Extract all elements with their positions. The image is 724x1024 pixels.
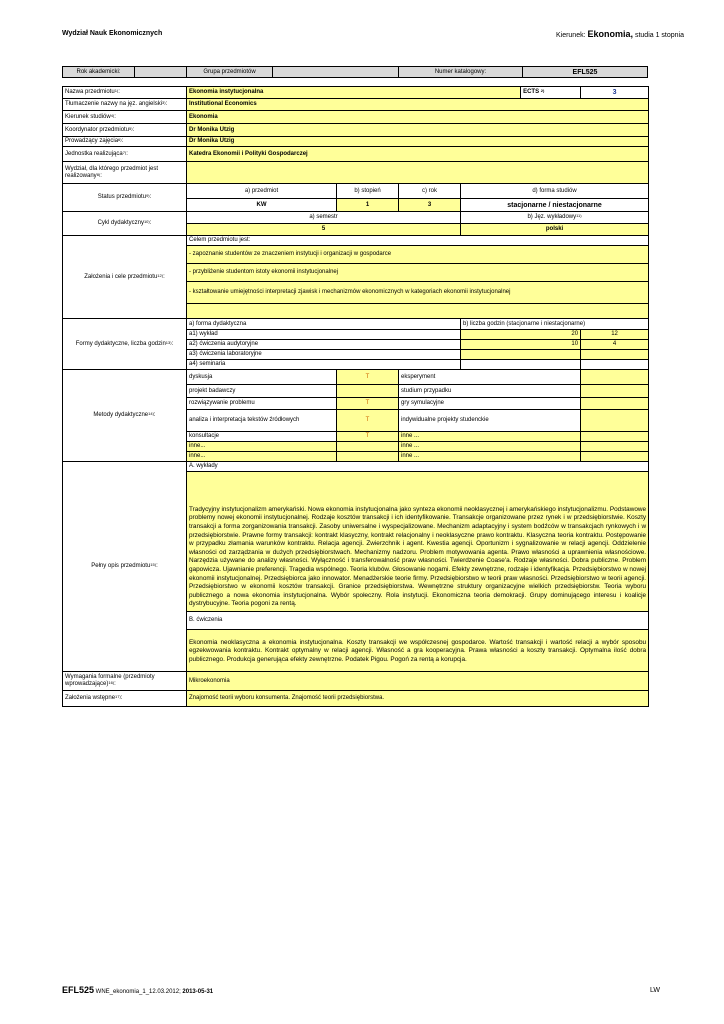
method-right-mark	[581, 452, 649, 462]
description-b-head: B. ćwiczenia	[187, 612, 649, 630]
description-a-head: A. wykłady	[187, 462, 649, 472]
description-b-text: Ekonomia neoklasyczna a ekonomia instytucjonalna. Koszty transakcji we współczesnej gospodarce. Wartość transakcji i wartość relacji a wybór sposobu egzekwowania kontraktu. Kontrakt optymalny w relacji agencji. Własność a gra kooperacyjna. Prawa własności a koszty transakcji. Optymalna ilość dobra publicznego. Produkcja generująca efekty zewnętrzne. Podatek Pigou. Pogoń za rentą a korupcja.	[187, 630, 649, 672]
method-left: rozwiązywanie problemu	[187, 398, 337, 410]
method-left: dyskusja	[187, 370, 337, 385]
method-left-mark	[337, 442, 399, 452]
method-left-mark	[337, 385, 399, 398]
catalog-label: Numer katalogowy:	[399, 67, 523, 78]
method-left-mark: T	[337, 410, 399, 432]
form-row-extramural	[581, 360, 649, 370]
subject-group-label: Grupa przedmiotów	[187, 67, 273, 78]
field-header-label: Kierunek:	[555, 32, 588, 39]
method-right-mark	[581, 432, 649, 442]
faculty-header: Wydział Nauk Ekonomicznych	[62, 30, 163, 37]
form-row-extramural: 4	[581, 340, 649, 350]
footer-date: 2013-05-31	[182, 989, 214, 995]
form-row-name: a1) wykład	[187, 330, 461, 340]
form-row-name: a3) ćwiczenia laboratoryjne	[187, 350, 461, 360]
cycle-a-head: a) semestr	[187, 212, 461, 224]
forms-head-a: a) forma dydaktyczna	[187, 319, 461, 330]
method-left: konsultacje	[187, 432, 337, 442]
course-form-table	[62, 86, 649, 707]
form-row-stationary	[461, 360, 581, 370]
cycle-a-value: 5	[187, 224, 461, 236]
method-left: projekt badawczy	[187, 385, 337, 398]
subject-group-value	[273, 67, 399, 78]
academic-year-value	[135, 67, 187, 78]
status-d-head: d) forma studiów	[461, 184, 649, 199]
form-row-name: a4) seminaria	[187, 360, 461, 370]
method-right: indywidualne projekty studenckie	[399, 410, 581, 432]
status-b-value: 1	[337, 199, 399, 212]
target-faculty-value	[187, 162, 649, 184]
status-a-head: a) przedmiot	[187, 184, 337, 199]
prerequisites-value: Znajomość teorii wyboru konsumenta. Znajomość teorii przedsiębiorstwa.	[187, 691, 649, 707]
lecturer-label: Prowadzący zajęcia$^{6)}$:	[63, 137, 187, 147]
method-left-mark	[337, 452, 399, 462]
footer-initials: LW	[650, 987, 660, 994]
methods-label: Metody dydaktyczne$^{14)}$:	[63, 370, 187, 462]
target-faculty-label: Wydział, dla którego przedmiot jest realizowany$^{8)}$:	[63, 162, 187, 184]
method-right: gry symulacyjne	[399, 398, 581, 410]
requirements-value: Mikroekonomia	[187, 672, 649, 691]
cycle-b-head: b) Jęz. wykładowy$^{11)}$	[461, 212, 649, 224]
forms-head-b: b) liczba godzin (stacjonarne i niestacjonarne)	[461, 319, 649, 330]
lecturer-value: Dr Monika Utzig	[187, 137, 649, 147]
description-a-text: Tradycyjny instytucjonalizm amerykański. Nowa ekonomia instytucjonalna jako synteza ekonomii neoklasycznej i amerykańskiego instytucjonalizmu. Podstawowe problemy nowej ekonomii instytucjonalnej. Rodzaje kosztów transakcji i ich identyfikowanie. Transakcje organizowane przez rynek i w przedsiębiorstwie. Koszty transakcji a forma zorganizowania transakcji. Zasoby uniwersalne i wyspecjalizowane. Mechanizm adaptacyjny i system bodźców w transakcjach rynkowych i w przedsiębiorstwie. Prawne formy transakcji: kontrakt klasyczny, kontrakt relacjonalny i neoklasyczne prawo kontraktu. Klasyczna teoria kontraktu. Postępowanie w przypadku złamania warunków kontraktu. Relacja agencji. Zwierzchnik i agent. Kwestia agencji. Oportunizm i sygnalizowanie w relacji agencji. Oddzielenie własności od zarządzania w dużych przedsiębiorstwach. Mechanizmy nadzoru. Problem motywowania agenta. Prawo własności a uprawnienia własnościowe. Narzędzia używane do analizy własności. Wyłączność i transferowalność praw własności. Twierdzenie Coase'a. Rodzaje własności. Dobra publiczne. Problem gapowicza. Ujawnianie preferencji. Tragedia wspólnego. Teoria klubów. Głosowanie nogami. Efekty zewnętrzne, rodzaje i identyfikacja. Przedsiębiorstwo w nowej ekonomii instytucjonalnej. Przedsiębiorca jako innowator. Menadżerskie teorie firmy. Przedsiębiorstwo w teorii praw własności. Przedsiębiorstwo w teorii agencji. Przedsiębiorstwo w ekonomii kosztów transakcji. Granice przedsiębiorstwa. Wewnętrzne struktury organizacyjne wielkich przedsiębiorstw. Teoria wyboru publicznego a nowa ekonomia instytucjonalna. Wybór społeczny. Rola instytucji. Ekonomiczna teoria demokracji. Grupy dominującego interesu i koalicje dystrybucyjne. Teoria pogoni za rentą.	[187, 472, 649, 612]
name-label: Nazwa przedmiotu$^{1)}$:	[63, 87, 187, 99]
field-header-suffix: studia 1 stopnia	[633, 32, 684, 39]
method-right-mark	[581, 385, 649, 398]
cycle-b-value: polski	[461, 224, 649, 236]
ects-label: ECTS $^{2)}$	[521, 87, 581, 99]
footer-left	[62, 985, 213, 995]
method-left: analiza i interpretacja tekstów źródłowych	[187, 410, 337, 432]
method-left: inne...	[187, 442, 337, 452]
method-right: eksperyment	[399, 370, 581, 385]
goals-label: Założenia i cele przedmiotu$^{12)}$:	[63, 236, 187, 319]
goals-item: - zapoznanie studentów ze znaczeniem instytucji i organizacji w gospodarce	[187, 246, 649, 264]
goals-intro: Celem przedmiotu jest:	[187, 236, 649, 246]
method-right: studium przypadku	[399, 385, 581, 398]
catalog-value: EFL525	[523, 67, 648, 78]
translation-label: Tłumaczenie nazwy na jęz. angielski$^{3)}$:	[63, 99, 187, 111]
field-header	[556, 29, 684, 39]
ects-value: 3	[581, 87, 649, 99]
status-c-value: 3	[399, 199, 461, 212]
method-right-mark	[581, 370, 649, 385]
status-d-value: stacjonarne / niestacjonarne	[461, 199, 649, 212]
form-row-stationary	[461, 350, 581, 360]
coordinator-value: Dr Monika Utzig	[187, 124, 649, 137]
method-right-mark	[581, 410, 649, 432]
goals-item: - kształtowanie umiejętności interpretacji zjawisk i mechanizmów ekonomicznych w kategoriach ekonomii instytucjonalnej	[187, 282, 649, 304]
goals-item	[187, 304, 649, 319]
cycle-label: Cykl dydaktyczny$^{10)}$:	[63, 212, 187, 236]
status-label: Status przedmiotu$^{9)}$:	[63, 184, 187, 212]
field-of-study-label: Kierunek studiów$^{4)}$:	[63, 111, 187, 124]
form-row-extramural: 12	[581, 330, 649, 340]
method-right: inne ...	[399, 452, 581, 462]
forms-label: Formy dydaktyczne, liczba godzin$^{13)}$:	[63, 319, 187, 370]
name-value: Ekonomia instytucjonalna	[187, 87, 521, 99]
form-row-extramural	[581, 350, 649, 360]
field-header-value: Ekonomia,	[587, 29, 634, 39]
status-b-head: b) stopień	[337, 184, 399, 199]
method-right-mark	[581, 398, 649, 410]
method-right: inne ...	[399, 432, 581, 442]
method-left-mark: T	[337, 432, 399, 442]
method-right: inne ...	[399, 442, 581, 452]
method-left-mark: T	[337, 370, 399, 385]
description-label: Pełny opis przedmiotu$^{15)}$:	[63, 462, 187, 672]
method-left: inne...	[187, 452, 337, 462]
unit-label: Jednostka realizująca$^{7)}$:	[63, 147, 187, 162]
form-row-stationary: 20	[461, 330, 581, 340]
goals-item: - przybliżenie studentom istoty ekonomii instytucjonalnej	[187, 264, 649, 282]
method-left-mark: T	[337, 398, 399, 410]
prerequisites-label: Założenia wstępne$^{17)}$:	[63, 691, 187, 707]
unit-value: Katedra Ekonomii i Polityki Gospodarczej	[187, 147, 649, 162]
coordinator-label: Koordynator przedmiotu$^{5)}$:	[63, 124, 187, 137]
requirements-label: Wymagania formalne (przedmioty wprowadzające)$^{16)}$:	[63, 672, 187, 691]
academic-year-label: Rok akademicki:	[63, 67, 135, 78]
footer-file: WNE_ekonomia_1_12.03.2012;	[94, 989, 181, 995]
field-of-study-value: Ekonomia	[187, 111, 649, 124]
method-right-mark	[581, 442, 649, 452]
status-a-value: KW	[187, 199, 337, 212]
footer-code: EFL525	[62, 985, 95, 995]
form-row-stationary: 10	[461, 340, 581, 350]
translation-value: Institutional Economics	[187, 99, 649, 111]
top-row-table	[62, 66, 648, 78]
status-c-head: c) rok	[399, 184, 461, 199]
form-row-name: a2) ćwiczenia audytoryjne	[187, 340, 461, 350]
